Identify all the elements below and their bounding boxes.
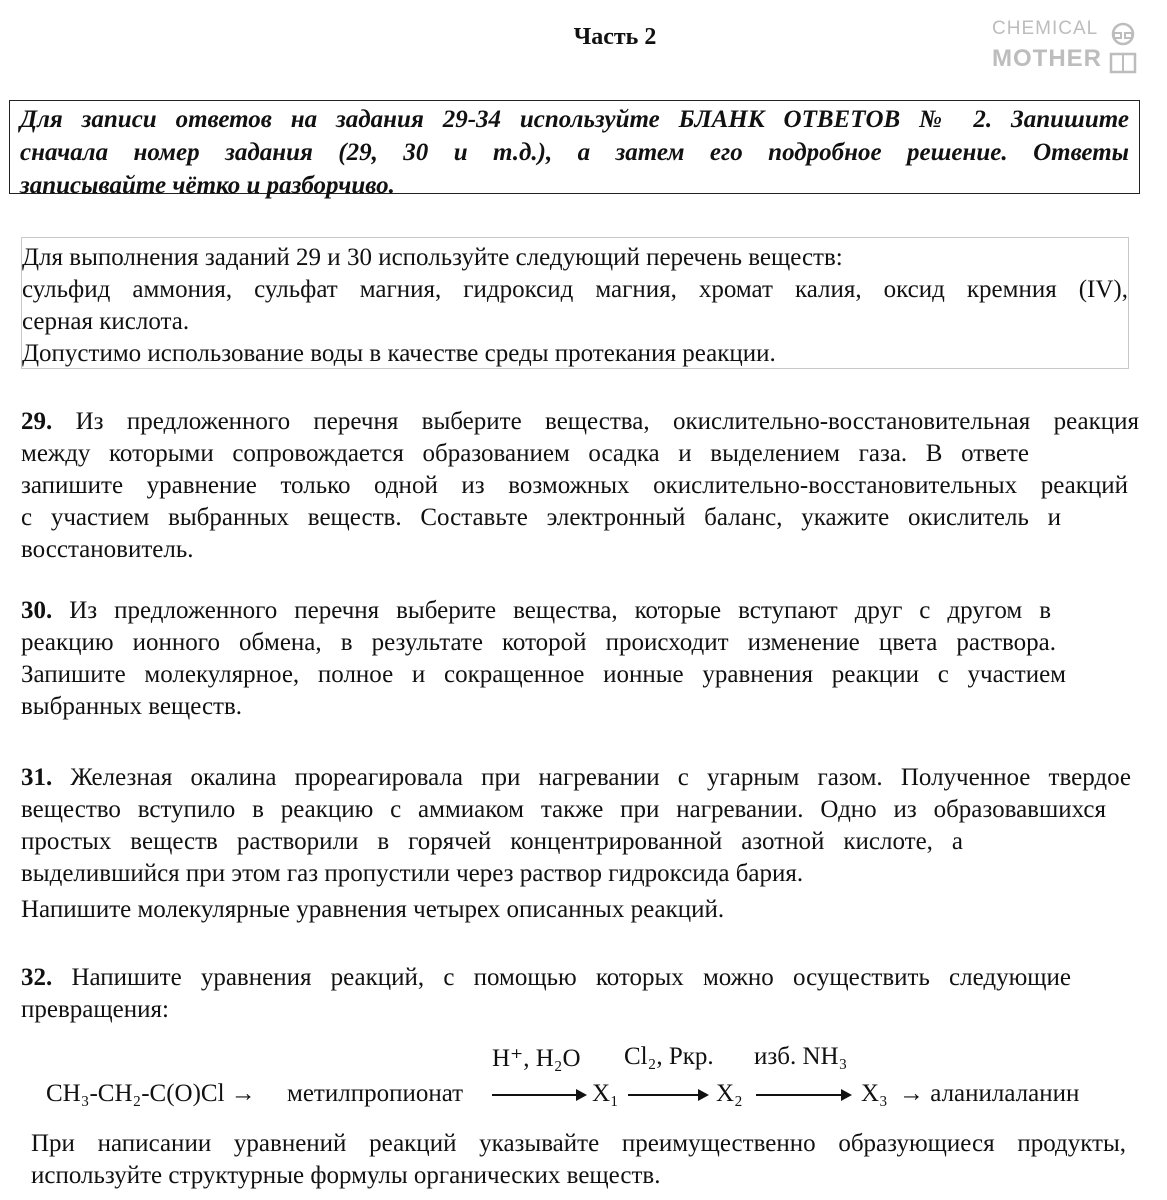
task-line: выделившийся при этом газ пропустили через раствор гидроксида бария.: [21, 860, 804, 887]
task-line: простых веществ растворили в горячей концентрированной азотной кислоте, а: [21, 828, 963, 855]
chain-condition-1: H⁺, H₂O: [492, 1045, 581, 1072]
reaction-chain: [46, 1040, 1126, 1120]
task-line: вещество вступило в реакцию с аммиаком также при нагревании. Одно из образовавшихся: [21, 796, 1106, 823]
task-line: превращения:: [21, 996, 169, 1023]
task-line: выбранных веществ.: [21, 693, 243, 720]
chain-x3: X₃: [861, 1080, 888, 1107]
logo-line-1: CHEMICAL: [992, 18, 1099, 39]
chain-x2: X₂: [716, 1080, 743, 1107]
task-text: Железная окалина прореагировала при нагревании с угарным газом. Полученное твердое: [70, 764, 1131, 791]
task-line: запишите уравнение только одной из возможных окислительно-восстановительных реакций: [21, 472, 1128, 499]
substances-box: [21, 237, 1129, 369]
note-line: используйте структурные формулы органических веществ.: [31, 1162, 661, 1189]
task-text: Из предложенного перечня выберите вещества, окислительно-восстановительная реакция: [75, 408, 1140, 435]
logo-line-2: MOTHER: [992, 45, 1102, 72]
chain-step-1: метилпропионат: [287, 1080, 464, 1107]
chain-condition-2: Cl₂, Pкр.: [624, 1043, 714, 1070]
substances-line: Допустимо использование воды в качестве среды протекания реакции.: [22, 340, 776, 367]
task-line: [21, 406, 1139, 438]
instruction-line: Для записи ответов на задания 29-34 используйте БЛАНК ОТВЕТОВ № 2. Запишите: [20, 106, 1129, 133]
substances-line: сульфид аммония, сульфат магния, гидроксид магния, хромат калия, оксид кремния (IV),: [22, 276, 1128, 303]
task-30: [21, 595, 1066, 723]
task-line: с участием выбранных веществ. Составьте электронный баланс, укажите окислитель и: [21, 504, 1061, 531]
arrow-icon: [628, 1094, 707, 1096]
arrow-icon: [756, 1094, 850, 1096]
task-line: реакцию ионного обмена, в результате которой происходит изменение цвета раствора.: [21, 629, 1056, 656]
substances-line: серная кислота.: [22, 308, 190, 335]
arrow-icon: [492, 1094, 585, 1096]
task-number: 29.: [21, 408, 53, 435]
scientist-icon: [1108, 22, 1138, 74]
task-line: Запишите молекулярное, полное и сокращенное ионные уравнения реакции с участием: [21, 661, 1066, 688]
chain-start: CH₃-CH₂-C(O)Cl →: [46, 1080, 256, 1107]
chain-x1: X₁: [592, 1080, 619, 1107]
instruction-line: сначала номер задания (29, 30 и т.д.), а затем его подробное решение. Ответы: [20, 139, 1129, 166]
task-line: [21, 595, 1051, 627]
task-number: 32.: [21, 964, 53, 991]
note-line: При написании уравнений реакций указывайте преимущественно образующиеся продукты,: [31, 1130, 1126, 1157]
instruction-line: записывайте чётко и разборчиво.: [20, 172, 395, 199]
task-number: 31.: [21, 764, 53, 791]
task-line: [21, 762, 1131, 794]
task-line: восстановитель.: [21, 536, 194, 563]
task-32-note: [31, 1128, 1126, 1192]
substances-line: Для выполнения заданий 29 и 30 используйте следующий перечень веществ:: [22, 244, 843, 271]
task-line: между которыми сопровождается образованием осадка и выделением газа. В ответе: [21, 440, 1029, 467]
instruction-box: [9, 100, 1140, 199]
task-text: Из предложенного перечня выберите вещества, которые вступают друг с другом в: [69, 597, 1052, 624]
chain-end: → аланилаланин: [899, 1080, 1080, 1107]
task-line: Напишите молекулярные уравнения четырех описанных реакций.: [21, 896, 725, 923]
chemical-mother-logo: [990, 18, 1150, 76]
task-29: [21, 406, 1139, 566]
task-31: [21, 762, 1131, 926]
task-text: Напишите уравнения реакций, с помощью которых можно осуществить следующие: [71, 964, 1072, 991]
task-number: 30.: [21, 597, 53, 624]
task-line: [21, 962, 1071, 994]
chain-condition-3: изб. NH₃: [754, 1043, 848, 1070]
task-32: [21, 962, 1071, 1026]
page-title: Часть 2: [573, 24, 657, 50]
